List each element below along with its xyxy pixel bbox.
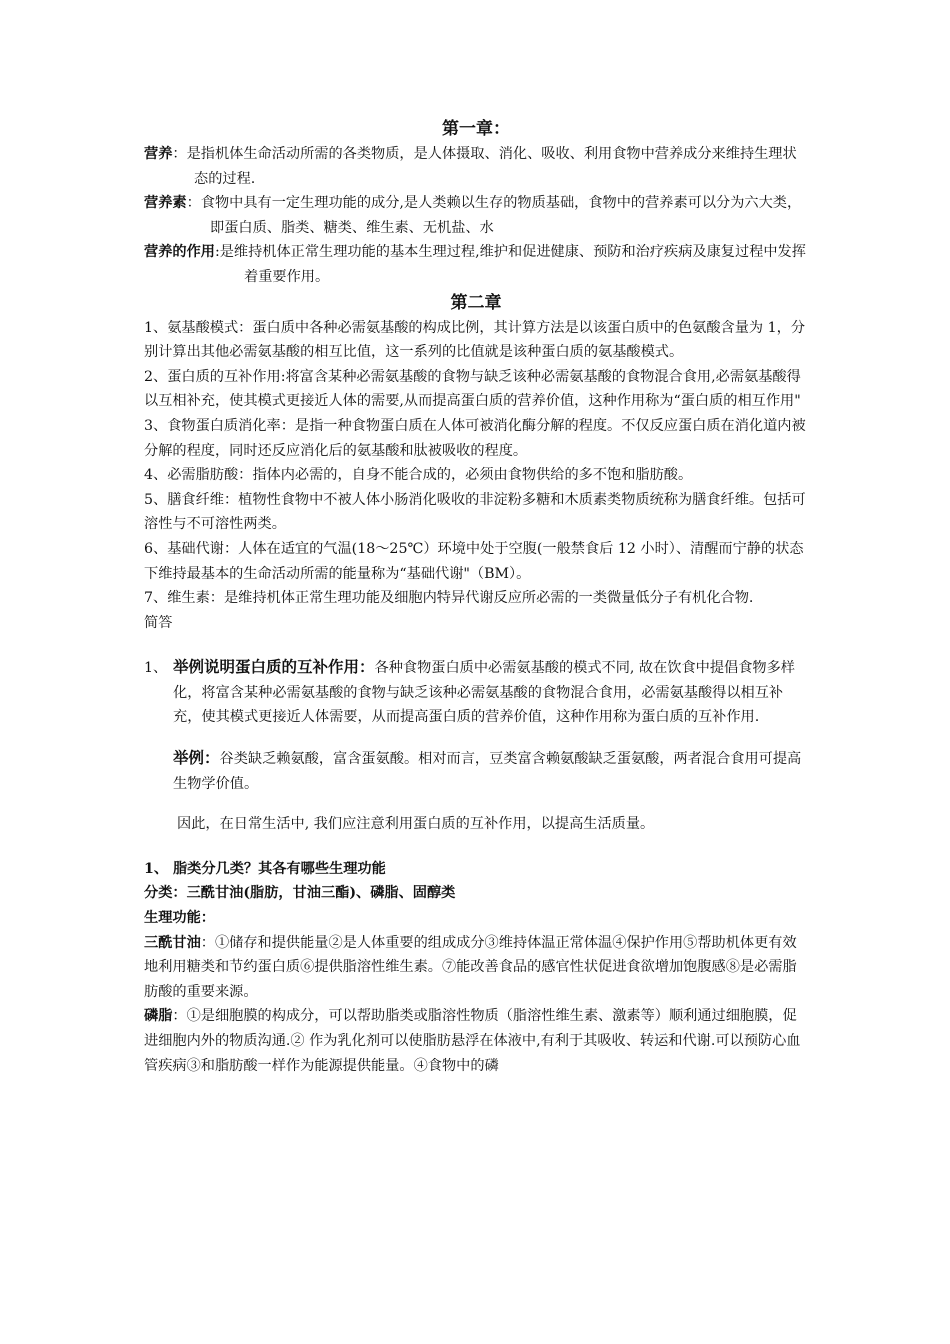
definition-nutrition [144,142,808,191]
triglyceride-functions [144,931,808,1005]
definition-nutrition-role-text: :是维持机体正常生理功能的基本生理过程,维护和促进健康、预防和治疗疾病及康复过程中发挥着重要作用。 [214,244,806,285]
definition-nutrition-role [144,240,808,289]
definition-nutrient [144,191,808,240]
definition-nutrition-text: ：是指机体生命活动所需的各类物质，是人体摄取、消化、吸收、利用食物中营养成分来维持生理状态的过程. [172,146,797,187]
chapter-2-item-6: 6、基础代谢：人体在适宜的气温(18～25℃）环境中处于空腹(一般禁食后 12 小时）、清醒而宁静的状态下维持最基本的生命活动所需的能量称为“基础代谢"（BM）。 [144,540,804,582]
chapter-2-item-4: 4、必需脂肪酸：指体内必需的，自身不能合成的，必须由食物供给的多不饱和脂肪酸。 [144,467,693,484]
question-1-colon: ： [359,657,375,677]
term-nutrient: 营养素 [144,195,187,212]
document-page [144,116,808,1078]
chapter-2-item-3: 3、食物蛋白质消化率：是指一种食物蛋白质在人体可被消化酶分解的程度。不仅反应蛋白质在消化道内被分解的程度，同时还反应消化后的氨基酸和肽被吸收的程度。 [144,417,806,459]
question-1-number: 1、 [144,660,168,677]
physiological-functions-label: 生理功能： [144,910,215,927]
chapter-2-item-1: 1、氨基酸模式：蛋白质中各种必需氨基酸的构成比例，其计算方法是以该蛋白质中的色氨酸含量为 1，分别计算出其他必需氨基酸的相互比值，这一系列的比值就是该种蛋白质的氨基酸模式。 [144,319,806,361]
question-1-paragraph [144,655,808,730]
example-label: 举例 [173,748,205,768]
phospholipid-functions [144,1004,808,1078]
phospholipid-label: 磷脂 [144,1008,173,1025]
phospholipid-text: ：①是细胞膜的构成分，可以帮助脂类或脂溶性物质（脂溶性维生素、激素等）顺利通过细胞膜，促进细胞内外的物质沟通.② 作为乳化剂可以使脂肪悬浮在体液中,有利于其吸收、转运和代谢.可以预防心血管疾病③和脂肪酸一样作为能源提供能量。④食物中的磷 [144,1008,801,1074]
definition-nutrient-text: ：食物中具有一定生理功能的成分,是人类赖以生存的物质基础，食物中的营养素可以分为六大类，即蛋白质、脂类、糖类、维生素、无机盐、水 [186,195,802,236]
example-colon: ： [204,748,220,768]
triglyceride-text: ：①储存和提供能量②是人体重要的组成成分③维持体温正常体温④保护作用⑤帮助机体更有效地利用糖类和节约蛋白质⑥提供脂溶性维生素。⑦能改善食品的感官性状促进食欲增加饱腹感⑧是必需脂肪酸的重要来源。 [144,934,797,1000]
question-1-conclusion: 因此，在日常生活中, 我们应注意利用蛋白质的互补作用，以提高生活质量。 [177,816,655,833]
triglyceride-label: 三酰甘油 [144,934,201,951]
chapter-2-item-5: 5、膳食纤维：植物性食物中不被人体小肠消化吸收的非淀粉多糖和木质素类物质统称为膳食纤维。包括可溶性与不可溶性两类。 [144,491,806,533]
short-answer-label: 简答 [144,614,173,631]
chapter-2-item-2: 2、蛋白质的互补作用:将富含某种必需氨基酸的食物与缺乏该种必需氨基酸的食物混合食用,必需氨基酸得以互相补充，使其模式更接近人体的需要,从而提高蛋白质的营养价值，这种作用称为“蛋白质的相互作用" [144,368,801,410]
question-1-title: 举例说明蛋白质的互补作用 [173,657,360,677]
example-text: 谷类缺乏赖氨酸，富含蛋氨酸。相对而言，豆类富含赖氨酸缺乏蛋氨酸，两者混合食用可提高生物学价值。 [173,751,802,792]
question-protein-complementation [144,655,808,837]
chapter-1-title: 第一章： [442,119,510,139]
question-lipids [144,857,808,1078]
question-1-example [144,746,808,796]
chapter-2-title: 第二章 [450,292,502,313]
question-1-answer: 各种食物蛋白质中必需氨基酸的模式不同, 故在饮食中提倡食物多样化，将富含某种必需氨基酸的食物与缺乏该种必需氨基酸的食物混合食用，必需氨基酸得以相互补充，使其模式更接近人体需要，从而提高蛋白质的营养价值，这种作用称为蛋白质的互补作用. [173,660,795,726]
term-nutrition: 营养 [144,146,173,162]
lipid-classification: 分类：三酰甘油(脂肪，甘油三酯)、磷脂、固醇类 [144,885,456,902]
question-2-heading: 1、 脂类分几类？其各有哪些生理功能 [144,860,386,877]
chapter-2-item-7: 7、维生素：是维持机体正常生理功能及细胞内特异代谢反应所必需的一类微量低分子有机化合物. [144,590,754,607]
term-nutrition-role: 营养的作用 [144,244,215,261]
